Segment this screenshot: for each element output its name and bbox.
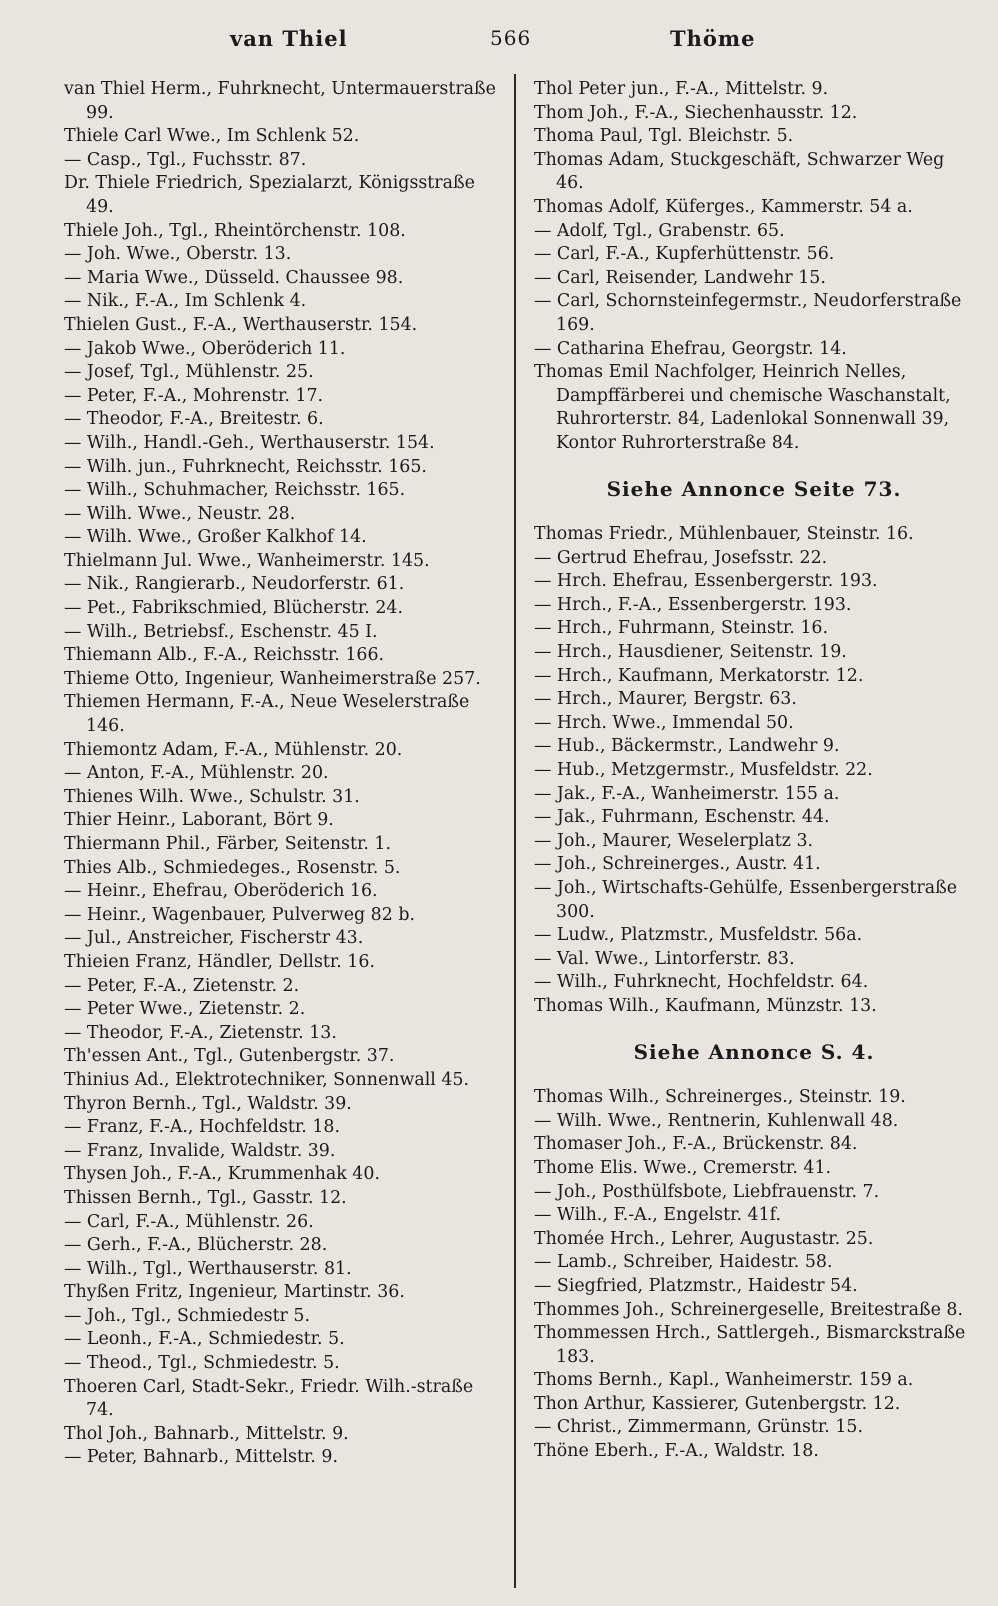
directory-entry: Thomas Wilh., Kaufmann, Münzstr. 13. xyxy=(534,995,877,1016)
directory-entry: — Maria Wwe., Düsseld. Chaussee 98. xyxy=(64,267,404,288)
header-right-keyword: Thöme xyxy=(670,26,756,51)
annonce-notice-1: Siehe Annonce Seite 73. xyxy=(606,476,902,501)
directory-entry: — Hrch., Hausdiener, Seitenstr. 19. xyxy=(534,642,847,663)
directory-entry: — Lamb., Schreiber, Haidestr. 58. xyxy=(534,1252,833,1273)
directory-entry: Thiele Carl Wwe., Im Schlenk 52. xyxy=(64,126,360,147)
right-column-section-c xyxy=(534,1086,974,1464)
directory-entry: — Christ., Zimmermann, Grünstr. 15. xyxy=(534,1417,863,1438)
directory-entry: — Joh., Maurer, Weselerplatz 3. xyxy=(534,830,814,851)
directory-entry: — Franz, F.-A., Hochfeldstr. 18. xyxy=(64,1117,341,1138)
directory-entry: Thies Alb., Schmiedeges., Rosenstr. 5. xyxy=(64,857,401,878)
directory-entry: — Catharina Ehefrau, Georgstr. 14. xyxy=(534,338,847,359)
directory-entry: — Hub., Metzgermstr., Musfeldstr. 22. xyxy=(534,760,873,781)
directory-entry: — Jakob Wwe., Oberöderich 11. xyxy=(64,338,346,359)
directory-entry: Thomas Adam, Stuckgeschäft, Schwarzer Weg 46. xyxy=(534,149,945,194)
directory-entry: Thysen Joh., F.-A., Krummenhak 40. xyxy=(64,1164,380,1185)
directory-entry: — Joh., Tgl., Schmiedestr 5. xyxy=(64,1305,310,1326)
directory-entry: — Peter, F.-A., Mohrenstr. 17. xyxy=(64,385,324,406)
directory-entry: Th'essen Ant., Tgl., Gutenbergstr. 37. xyxy=(64,1046,395,1067)
directory-entry: — Wilh. jun., Fuhrknecht, Reichsstr. 165. xyxy=(64,456,427,477)
directory-entry: Thienes Wilh. Wwe., Schulstr. 31. xyxy=(64,786,360,807)
left-column xyxy=(64,78,504,1470)
directory-entry: — Josef, Tgl., Mühlenstr. 25. xyxy=(64,362,314,383)
directory-entry: — Adolf, Tgl., Grabenstr. 65. xyxy=(534,220,785,241)
directory-entry: Thol Peter jun., F.-A., Mittelstr. 9. xyxy=(534,79,829,99)
directory-entry: — Hub., Bäckermstr., Landwehr 9. xyxy=(534,736,840,757)
directory-entry: Thomas Wilh., Schreinerges., Steinstr. 19. xyxy=(534,1087,906,1108)
directory-entry: — Wilh., Betriebsf., Eschenstr. 45 I. xyxy=(64,621,378,642)
right-column xyxy=(534,78,974,1464)
page-header xyxy=(0,26,998,66)
directory-entry: — Carl, F.-A., Mühlenstr. 26. xyxy=(64,1211,314,1232)
directory-entry: — Wilh., Handl.-Geh., Werthauserstr. 154. xyxy=(64,432,435,453)
directory-entry: — Leonh., F.-A., Schmiedestr. 5. xyxy=(64,1329,345,1350)
directory-entry: Thyßen Fritz, Ingenieur, Martinstr. 36. xyxy=(64,1282,405,1303)
directory-entry: Thoms Bernh., Kapl., Wanheimerstr. 159 a. xyxy=(534,1370,914,1391)
directory-entry: — Joh. Wwe., Oberstr. 13. xyxy=(64,244,292,265)
directory-entry: Thieien Franz, Händler, Dellstr. 16. xyxy=(64,951,375,972)
directory-entry: — Joh., Schreinerges., Austr. 41. xyxy=(534,854,821,875)
column-divider xyxy=(514,74,516,1588)
directory-entry: Thommessen Hrch., Sattlergeh., Bismarckstraße 183. xyxy=(534,1323,966,1367)
directory-entry: Thielmann Jul. Wwe., Wanheimerstr. 145. xyxy=(64,550,430,571)
directory-entry: — Wilh. Wwe., Rentnerin, Kuhlenwall 48. xyxy=(534,1110,899,1131)
directory-entry: — Carl, Reisender, Landwehr 15. xyxy=(534,267,826,288)
directory-entry: Thiemann Alb., F.-A., Reichsstr. 166. xyxy=(64,645,385,666)
directory-entry: — Pet., Fabrikschmied, Blücherstr. 24. xyxy=(64,598,404,619)
directory-entry: — Peter, Bahnarb., Mittelstr. 9. xyxy=(64,1447,338,1468)
directory-entry: — Casp., Tgl., Fuchsstr. 87. xyxy=(64,149,307,170)
directory-entry: Thomas Friedr., Mühlenbauer, Steinstr. 16. xyxy=(534,524,914,545)
directory-entry: — Gertrud Ehefrau, Josefsstr. 22. xyxy=(534,547,828,568)
directory-entry: — Wilh. Wwe., Neustr. 28. xyxy=(64,503,296,524)
directory-entry: Thinius Ad., Elektrotechniker, Sonnenwall 45. xyxy=(64,1069,470,1090)
header-left-keyword: van Thiel xyxy=(230,26,348,51)
directory-entry: — Wilh., Tgl., Werthauserstr. 81. xyxy=(64,1258,352,1279)
directory-entry: Thöne Eberh., F.-A., Waldstr. 18. xyxy=(534,1441,819,1462)
directory-entry: — Hrch., Maurer, Bergstr. 63. xyxy=(534,689,797,710)
directory-entry: Thon Arthur, Kassierer, Gutenbergstr. 12. xyxy=(534,1393,901,1414)
right-column-section-b xyxy=(534,523,974,1018)
directory-entry: — Ludw., Platzmstr., Musfeldstr. 56a. xyxy=(534,925,863,946)
directory-entry: — Jul., Anstreicher, Fischerstr 43. xyxy=(64,928,364,949)
directory-entry: — Heinr., Ehefrau, Oberöderich 16. xyxy=(64,881,378,902)
directory-entry: Thiele Joh., Tgl., Rheintörchenstr. 108. xyxy=(64,220,406,241)
directory-entry: van Thiel Herm., Fuhrknecht, Untermauerstraße 99. xyxy=(64,79,496,123)
directory-entry: Thyron Bernh., Tgl., Waldstr. 39. xyxy=(64,1093,352,1114)
directory-entry: — Peter Wwe., Zietenstr. 2. xyxy=(64,999,306,1020)
directory-entry: Thomaser Joh., F.-A., Brückenstr. 84. xyxy=(534,1134,858,1155)
directory-entry: Thielen Gust., F.-A., Werthauserstr. 154. xyxy=(64,314,418,335)
directory-entry: Thomas Adolf, Küferges., Kammerstr. 54 a. xyxy=(534,196,913,217)
directory-entry: — Joh., Wirtschafts-Gehülfe, Essenbergerstraße 300. xyxy=(534,878,957,922)
directory-entry: — Wilh., Schuhmacher, Reichsstr. 165. xyxy=(64,480,406,501)
directory-entry: — Wilh., F.-A., Engelstr. 41f. xyxy=(534,1205,782,1226)
directory-entry: — Heinr., Wagenbauer, Pulverweg 82 b. xyxy=(64,904,415,925)
page-number: 566 xyxy=(490,26,532,50)
directory-entry: Thome Elis. Wwe., Cremerstr. 41. xyxy=(534,1157,832,1178)
directory-entry: Thieme Otto, Ingenieur, Wanheimerstraße 257. xyxy=(64,668,481,689)
directory-entry: Thissen Bernh., Tgl., Gasstr. 12. xyxy=(64,1187,347,1208)
directory-entry: — Jak., Fuhrmann, Eschenstr. 44. xyxy=(534,807,830,828)
directory-entry: Thol Joh., Bahnarb., Mittelstr. 9. xyxy=(64,1423,349,1444)
annonce-notice-2: Siehe Annonce S. 4. xyxy=(633,1039,875,1064)
directory-entry: — Nik., Rangierarb., Neudorferstr. 61. xyxy=(64,574,405,595)
directory-entry: — Carl, F.-A., Kupferhüttenstr. 56. xyxy=(534,244,835,265)
directory-entry: Thiemen Hermann, F.-A., Neue Weselerstraße 146. xyxy=(64,692,470,737)
directory-entry: Thomas Emil Nachfolger, Heinrich Nelles, Dampffärberei und chemische Waschanstalt, Ruhrorterstr. 84, Ladenlokal Sonnenwall 39, Kontor Ruhrorterstraße 84. xyxy=(534,362,951,453)
right-column-section-a xyxy=(534,78,974,456)
directory-entry: Thomée Hrch., Lehrer, Augustastr. 25. xyxy=(534,1228,874,1249)
directory-entry: — Hrch. Wwe., Immendal 50. xyxy=(534,712,794,733)
directory-entry: — Gerh., F.-A., Blücherstr. 28. xyxy=(64,1235,328,1256)
directory-entry: Thoma Paul, Tgl. Bleichstr. 5. xyxy=(534,126,794,147)
directory-entry: Thoeren Carl, Stadt-Sekr., Friedr. Wilh.-straße 74. xyxy=(64,1376,474,1421)
directory-entry: — Peter, F.-A., Zietenstr. 2. xyxy=(64,975,300,996)
directory-entry: — Theodor, F.-A., Zietenstr. 13. xyxy=(64,1022,337,1043)
directory-entry: — Hrch., Fuhrmann, Steinstr. 16. xyxy=(534,618,829,639)
directory-entry: — Carl, Schornsteinfegermstr., Neudorferstraße 169. xyxy=(534,291,962,335)
directory-entry: — Theod., Tgl., Schmiedestr. 5. xyxy=(64,1353,340,1374)
directory-entry: — Jak., F.-A., Wanheimerstr. 155 a. xyxy=(534,783,840,804)
directory-entry: Thiermann Phil., Färber, Seitenstr. 1. xyxy=(64,834,392,854)
directory-entry: — Anton, F.-A., Mühlenstr. 20. xyxy=(64,763,329,784)
directory-entry: Thommes Joh., Schreinergeselle, Breitestraße 8. xyxy=(534,1299,964,1320)
directory-entry: — Joh., Posthülfsbote, Liebfrauenstr. 7. xyxy=(534,1181,880,1202)
directory-entry: — Hrch., Kaufmann, Merkatorstr. 12. xyxy=(534,665,864,686)
directory-entry: Dr. Thiele Friedrich, Spezialarzt, Königsstraße 49. xyxy=(64,173,475,217)
directory-entry: — Theodor, F.-A., Breitestr. 6. xyxy=(64,409,324,430)
directory-entry: Thier Heinr., Laborant, Bört 9. xyxy=(64,810,334,831)
directory-entry: — Hrch., F.-A., Essenbergerstr. 193. xyxy=(534,594,852,615)
directory-entry: Thom Joh., F.-A., Siechenhausstr. 12. xyxy=(534,102,858,123)
directory-entry: — Franz, Invalide, Waldstr. 39. xyxy=(64,1140,336,1161)
directory-entry: — Siegfried, Platzmstr., Haidestr 54. xyxy=(534,1275,858,1296)
directory-entry: — Wilh., Fuhrknecht, Hochfeldstr. 64. xyxy=(534,972,869,993)
directory-entry: — Hrch. Ehefrau, Essenbergerstr. 193. xyxy=(534,571,878,592)
directory-entry: — Wilh. Wwe., Großer Kalkhof 14. xyxy=(64,527,367,548)
directory-entry: — Val. Wwe., Lintorferstr. 83. xyxy=(534,948,795,969)
directory-entry: Thiemontz Adam, F.-A., Mühlenstr. 20. xyxy=(64,739,403,760)
directory-entry: — Nik., F.-A., Im Schlenk 4. xyxy=(64,291,307,312)
